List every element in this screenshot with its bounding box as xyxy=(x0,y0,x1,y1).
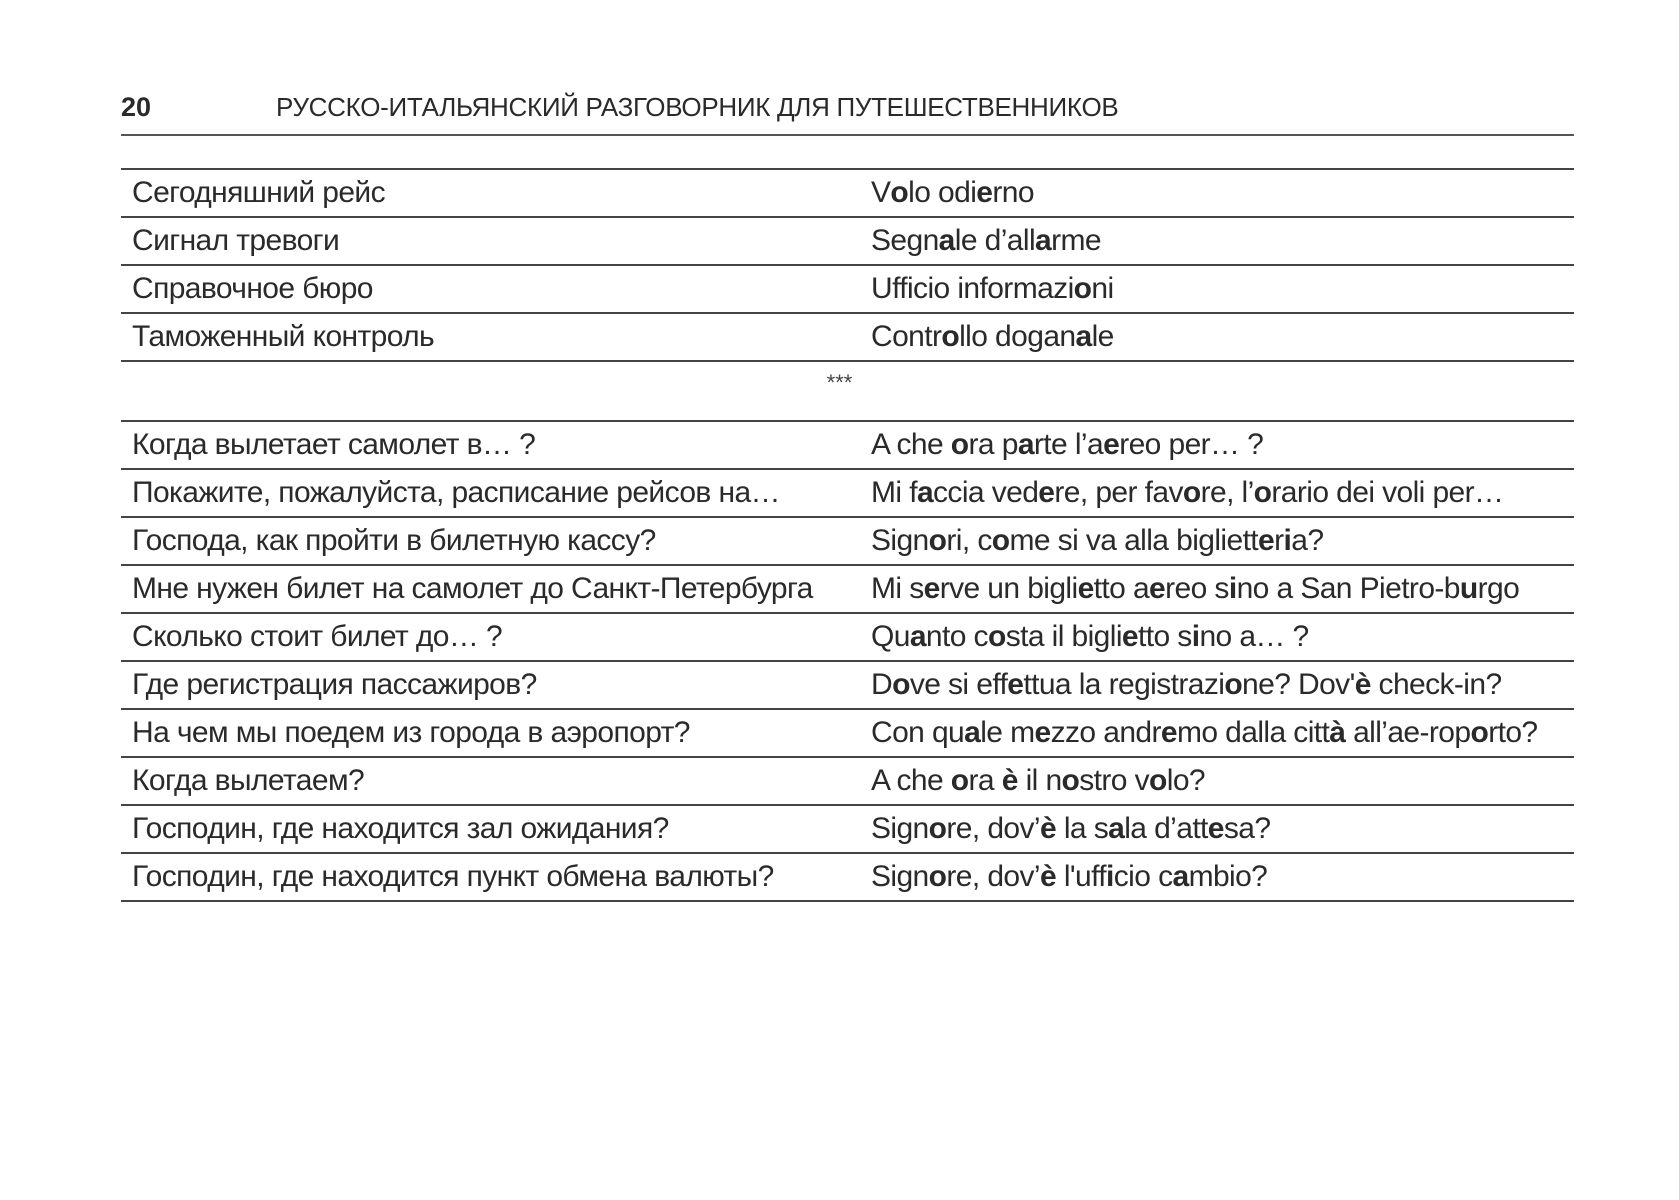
stressed-vowel: e xyxy=(1160,716,1177,749)
phrase-row xyxy=(121,469,1574,517)
russian-phrase: Сколько стоит билет до… ? xyxy=(121,613,860,661)
stressed-vowel: a xyxy=(1075,320,1092,353)
stressed-vowel: è xyxy=(1354,668,1371,701)
phrase-segment: tto a xyxy=(1093,572,1150,605)
phrase-segment: r xyxy=(1274,524,1284,557)
phrase-segment: reo per… ? xyxy=(1119,428,1264,461)
stressed-vowel: e xyxy=(1077,572,1094,605)
phrase-segment: zzo andr xyxy=(1050,716,1161,749)
phrase-segment: il n xyxy=(1017,764,1062,797)
phrase-segment: ni xyxy=(1091,272,1114,305)
phrase-segment: V xyxy=(871,176,891,209)
phrase-row xyxy=(121,169,1574,217)
phrase-segment: Con qu xyxy=(871,716,965,749)
phrase-segment: Mi s xyxy=(871,572,924,605)
phrase-segment: all’ae-rop xyxy=(1345,716,1471,749)
russian-phrase: Мне нужен билет на самолет до Санкт-Петербурга xyxy=(121,565,860,613)
italian-phrase xyxy=(860,565,1574,613)
italian-phrase xyxy=(860,469,1574,517)
phrase-segment: A che xyxy=(871,764,951,797)
phrase-segment: ttua la registrazi xyxy=(1023,668,1225,701)
phrase-segment: llo dogan xyxy=(959,320,1076,353)
phrase-segment: sa? xyxy=(1223,812,1271,845)
russian-phrase: Покажите, пожалуйста, расписание рейсов на… xyxy=(121,469,860,517)
stressed-vowel: a xyxy=(1035,224,1052,257)
russian-phrase: Сегодняшний рейс xyxy=(121,169,860,217)
stressed-vowel: e xyxy=(1038,476,1055,509)
italian-phrase xyxy=(860,313,1574,361)
italian-phrase xyxy=(860,265,1574,313)
running-header xyxy=(121,90,1574,136)
phrase-row xyxy=(121,421,1574,469)
phrase-segment: Segn xyxy=(871,224,939,257)
stressed-vowel: u xyxy=(1459,572,1478,605)
stressed-vowel: o xyxy=(1470,716,1489,749)
russian-phrase: Господа, как пройти в билетную кассу? xyxy=(121,517,860,565)
stressed-vowel: a xyxy=(964,716,981,749)
stressed-vowel: i xyxy=(1191,620,1200,653)
phrase-segment: A che xyxy=(871,428,951,461)
stressed-vowel: o xyxy=(950,428,969,461)
stressed-vowel: e xyxy=(1207,812,1224,845)
stressed-vowel: i xyxy=(1106,860,1114,893)
phrase-segment: Sign xyxy=(871,860,929,893)
stressed-vowel: e xyxy=(1121,620,1138,653)
italian-phrase xyxy=(860,517,1574,565)
stressed-vowel: o xyxy=(892,668,910,701)
stressed-vowel: o xyxy=(1182,476,1201,509)
phrase-row xyxy=(121,217,1574,265)
stressed-vowel: o xyxy=(1149,764,1167,797)
phrase-segment: Mi f xyxy=(871,476,917,509)
section-separator: *** xyxy=(826,370,853,395)
phrase-segment: rno xyxy=(992,176,1034,209)
italian-phrase xyxy=(860,613,1574,661)
phrase-row xyxy=(121,517,1574,565)
phrase-segment: cio c xyxy=(1113,860,1173,893)
phrase-row xyxy=(121,853,1574,901)
stressed-vowel: è xyxy=(1001,764,1018,797)
phrase-segment: Ufficio informazi xyxy=(871,272,1074,305)
phrase-segment: tto s xyxy=(1137,620,1192,653)
phrase-row xyxy=(121,709,1574,757)
phrase-segment: lo? xyxy=(1166,764,1205,797)
phrase-segment: check-in? xyxy=(1370,668,1502,701)
phrase-segment: ve si eff xyxy=(909,668,1008,701)
italian-phrase xyxy=(860,169,1574,217)
russian-phrase: Таможенный контроль xyxy=(121,313,860,361)
stressed-vowel: è xyxy=(1039,860,1057,893)
italian-phrase xyxy=(860,709,1574,757)
stressed-vowel: a xyxy=(916,476,934,509)
stressed-vowel: o xyxy=(890,176,909,209)
stressed-vowel: e xyxy=(1103,428,1120,461)
stressed-vowel: o xyxy=(1061,764,1080,797)
phrase-segment: le xyxy=(1091,320,1114,353)
stressed-vowel: e xyxy=(1149,572,1166,605)
phrase-segment: Contr xyxy=(871,320,942,353)
stressed-vowel: i xyxy=(1228,572,1237,605)
stressed-vowel: i xyxy=(1283,524,1292,557)
stressed-vowel: e xyxy=(1007,668,1024,701)
stressed-vowel: a xyxy=(1108,812,1125,845)
phrase-segment: ri, c xyxy=(946,524,992,557)
italian-phrase xyxy=(860,757,1574,805)
phrase-segment: a? xyxy=(1291,524,1324,557)
stressed-vowel: a xyxy=(938,224,955,257)
stressed-vowel: e xyxy=(1258,524,1275,557)
phrase-segment: ra xyxy=(968,764,1002,797)
phrase-row xyxy=(121,661,1574,709)
stressed-vowel: o xyxy=(987,620,1006,653)
russian-phrase: Где регистрация пассажиров? xyxy=(121,661,860,709)
phrase-segment: rme xyxy=(1051,224,1101,257)
phrase-segment: l'uff xyxy=(1056,860,1107,893)
phrase-segment: nto c xyxy=(925,620,988,653)
phrase-segment: ccia ved xyxy=(933,476,1039,509)
phrase-segment: le m xyxy=(980,716,1035,749)
stressed-vowel: o xyxy=(928,860,947,893)
phrase-segment: rgo xyxy=(1477,572,1520,605)
stressed-vowel: o xyxy=(950,764,969,797)
phrase-segment: no a San Pietro-b xyxy=(1236,572,1460,605)
phrase-segment: le d’all xyxy=(954,224,1036,257)
stressed-vowel: o xyxy=(941,320,960,353)
phrase-row xyxy=(121,265,1574,313)
phrase-segment: la s xyxy=(1056,812,1109,845)
stressed-vowel: o xyxy=(991,524,1010,557)
russian-phrase: Сигнал тревоги xyxy=(121,217,860,265)
stressed-vowel: o xyxy=(928,812,947,845)
phrase-segment: rve un bigli xyxy=(939,572,1078,605)
phrase-segment: rto? xyxy=(1488,716,1538,749)
phrase-segment: lo odi xyxy=(908,176,977,209)
italian-phrase xyxy=(860,853,1574,901)
phrase-segment: mbio? xyxy=(1188,860,1268,893)
stressed-vowel: o xyxy=(1224,668,1243,701)
russian-phrase: Господин, где находится зал ожидания? xyxy=(121,805,860,853)
phrase-segment: Sign xyxy=(871,812,929,845)
stressed-vowel: a xyxy=(1172,860,1189,893)
stressed-vowel: o xyxy=(1073,272,1092,305)
italian-phrase xyxy=(860,805,1574,853)
phrase-segment: rario dei voli per… xyxy=(1271,476,1504,509)
phrase-segment: stro v xyxy=(1079,764,1150,797)
phrase-segment: sta il bigli xyxy=(1005,620,1122,653)
stressed-vowel: e xyxy=(976,176,993,209)
italian-phrase xyxy=(860,661,1574,709)
russian-phrase: Когда вылетаем? xyxy=(121,757,860,805)
phrase-segment: mo dalla citt xyxy=(1176,716,1330,749)
phrase-segment: D xyxy=(871,668,893,701)
stressed-vowel: à xyxy=(1329,716,1346,749)
stressed-vowel: è xyxy=(1039,812,1057,845)
phrase-segment: ne? Dov' xyxy=(1242,668,1355,701)
russian-phrase: На чем мы поедем из города в аэропорт? xyxy=(121,709,860,757)
stressed-vowel: o xyxy=(1253,476,1272,509)
italian-phrase xyxy=(860,217,1574,265)
stressed-vowel: e xyxy=(923,572,940,605)
phrase-segment: ra p xyxy=(968,428,1018,461)
phrase-segment: re, l’ xyxy=(1200,476,1254,509)
italian-phrase xyxy=(860,421,1574,469)
russian-phrase: Господин, где находится пункт обмена валюты? xyxy=(121,853,860,901)
stressed-vowel: a xyxy=(1017,428,1034,461)
phrase-row xyxy=(121,805,1574,853)
stressed-vowel: o xyxy=(928,524,947,557)
phrase-segment: la d’att xyxy=(1124,812,1208,845)
phrase-row xyxy=(121,757,1574,805)
phrase-segment: me si va alla bigliett xyxy=(1009,524,1259,557)
russian-phrase: Справочное бюро xyxy=(121,265,860,313)
phrase-segment: rte l’a xyxy=(1033,428,1104,461)
book-title: РУССКО-ИТАЛЬЯНСКИЙ РАЗГОВОРНИК ДЛЯ ПУТЕШЕСТВЕННИКОВ xyxy=(276,92,1119,122)
phrase-segment: reo s xyxy=(1165,572,1229,605)
phrase-segment: re, per fav xyxy=(1054,476,1183,509)
phrase-table-2 xyxy=(121,420,1574,902)
phrase-segment: re, dov’ xyxy=(946,860,1040,893)
page-number: 20 xyxy=(121,92,152,122)
stressed-vowel: e xyxy=(1034,716,1051,749)
phrase-table-1 xyxy=(121,168,1574,362)
phrase-row xyxy=(121,565,1574,613)
phrase-segment: Qu xyxy=(871,620,910,653)
stressed-vowel: a xyxy=(909,620,926,653)
phrase-row xyxy=(121,313,1574,361)
russian-phrase: Когда вылетает самолет в… ? xyxy=(121,421,860,469)
phrase-row xyxy=(121,613,1574,661)
phrase-segment: re, dov’ xyxy=(946,812,1040,845)
phrase-segment: Sign xyxy=(871,524,929,557)
phrase-segment: no a… ? xyxy=(1199,620,1309,653)
